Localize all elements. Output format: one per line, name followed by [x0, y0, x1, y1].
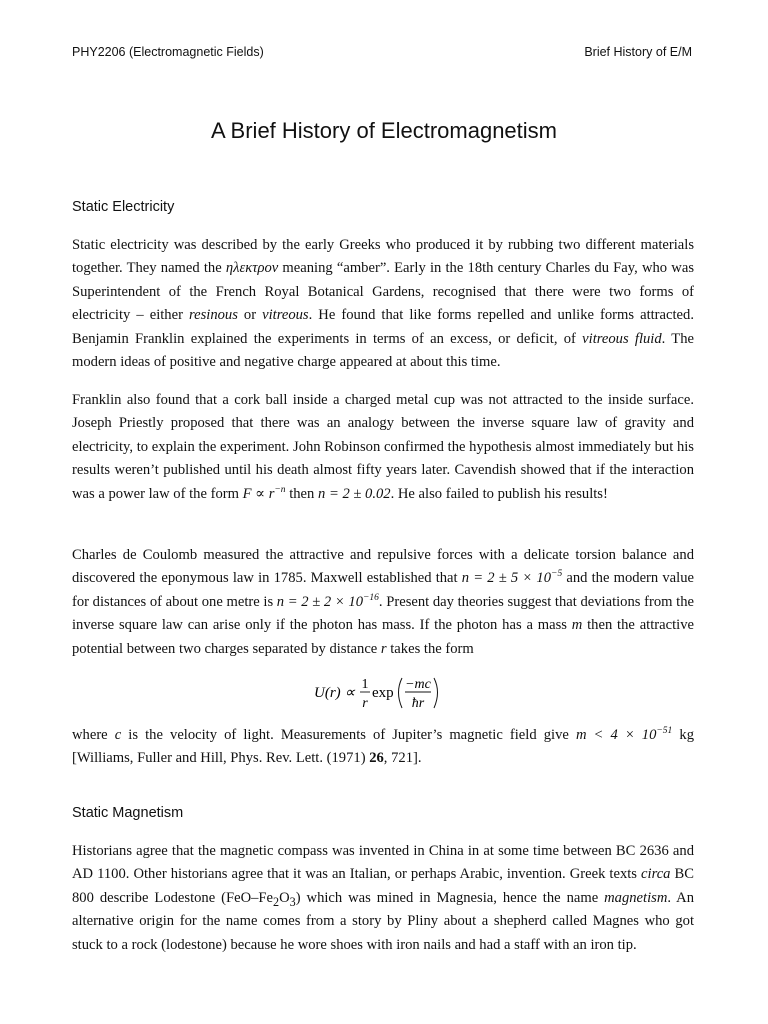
paragraph-electricity-4: where c is the velocity of light. Measurements of Jupiter’s magnetic field give $m < 4 \times 10^{-51}$ kg [Williams, Fuller and Hill, Phys. Rev. Lett. (1971) 26, 721].	[72, 726, 694, 767]
formula-frac1-numerator: 1	[361, 677, 369, 692]
section-heading-static-magnetism: Static Magnetism	[72, 805, 184, 821]
paragraph-electricity-3: Charles de Coulomb measured the attractive and repulsive forces with a delicate torsion balance and discovered the eponymous law in 1785. Maxwell established that $n = 2 \pm 5 \times 10^{-5}$ and the modern value for distances of about one metre is $n = 2 \pm 2 \times 10^{-16}$. Present day theories suggest that deviations from the inverse square law can arise only if the photon has mass. If the photon has a mass m then the attractive potential between two charges separated by distance r takes the form	[72, 547, 694, 657]
formula-graphic	[314, 672, 454, 722]
cavendish-n-value: n = 2 ± 0.02	[318, 485, 391, 502]
formula-frac2-numerator: −mc	[405, 677, 431, 692]
yukawa-potential-formula	[0, 672, 768, 722]
maxwell-n-value: $n = 2 \pm 5 \times 10^{-5}$	[461, 569, 563, 587]
header-course: PHY2206 (Electromagnetic Fields)	[72, 45, 264, 59]
formula-exp: exp	[372, 685, 394, 701]
formula-left-paren	[399, 678, 403, 708]
power-law-expression: $F \propto r^{-n}$	[242, 484, 286, 502]
header-short-title: Brief History of E/M	[584, 45, 692, 59]
formula-lhs: U(r) ∝	[314, 685, 356, 701]
greek-word-amber: ηλεκτρον	[225, 260, 279, 277]
formula-frac1-denominator: r	[362, 696, 368, 711]
formula-right-paren	[434, 678, 438, 708]
document-title: A Brief History of Electromagnetism	[210, 118, 557, 143]
paragraph-magnetism-1: Historians agree that the magnetic compass was invented in China in at some time between BC 2636 and AD 1100. Other historians agree that it was an Italian, or perhaps Arabic, invention. Greek texts circa BC 800 describe Lodestone $(FeO-Fe_2O_3)$ which was mined in Magnesia, hence the name magnetism. An alternative origin for the name comes from a story by Pliny about a shepherd called Magnes who got stuck to a rock (lodestone) because he wore shoes with iron nails and had a staff with an iron tip.	[72, 843, 694, 953]
modern-n-value: $n = 2 \pm 2 \times 10^{-16}$	[276, 592, 379, 610]
formula-frac2-denominator: ħr	[411, 696, 425, 711]
photon-mass-limit: $m < 4 \times 10^{-51}$	[575, 726, 673, 743]
reference-volume: 26	[369, 750, 384, 767]
section-heading-static-electricity: Static Electricity	[72, 199, 175, 215]
paragraph-electricity-2: Franklin also found that a cork ball inside a charged metal cup was not attracted to the inside surface. Joseph Priestly proposed that there was an analogy between the inverse square law of gravity and electricity, to explain the experiment. John Robinson confirmed the hypothesis almost immediately but his results weren’t published until his death almost fifty years later. Cavendish showed that if the interaction was a power law of the form $F \propto r^{-n}$ then n = 2 ± 0.02. He also failed to publish his results!	[72, 392, 694, 502]
paragraph-electricity-1: Static electricity was described by the early Greeks who produced it by rubbing two different materials together. They named the ηλεκτρον meaning “amber”. Early in the 18th century Charles du Fay, who was Superintendent of the French Royal Botanical Gardens, recognised that there were two forms of electricity – either resinous or vitreous. He found that like forms repelled and unlike forms attracted. Benjamin Franklin explained the experiments in terms of an excess, or deficit, of vitreous fluid. The modern ideas of positive and negative charge appeared at about this time.	[72, 237, 695, 371]
page-header	[72, 45, 692, 59]
